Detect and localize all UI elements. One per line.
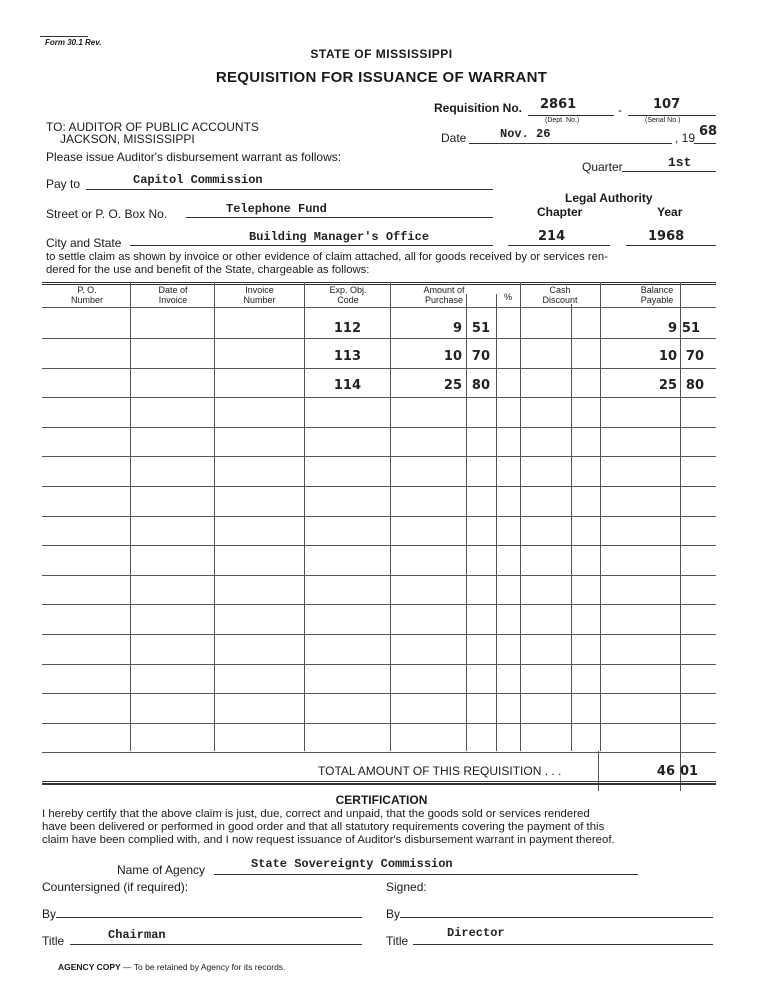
row-rule [42, 397, 716, 398]
header-cash-discount: Cash Discount [542, 285, 578, 305]
pay-to-line [86, 189, 493, 190]
chapter-line [508, 245, 610, 246]
amount-cents: 80 [471, 378, 490, 393]
chapter-label: Chapter [537, 205, 583, 219]
balance-dollars: 10 [658, 349, 677, 364]
row-rule [42, 368, 716, 369]
street-line [186, 217, 493, 218]
requisition-label: Requisition No. [434, 101, 522, 115]
balance-cents: 70 [685, 349, 704, 364]
year-suffix: 68 [699, 124, 718, 139]
year-prefix: , 19 [675, 131, 696, 145]
dept-no-value: 2861 [540, 97, 577, 112]
certification-line2: have been delivered or performed in good order and that all statutory requirements covering the payment of this [42, 821, 605, 833]
instruction-text: Please issue Auditor's disbursement warrant as follows: [46, 150, 342, 164]
total-label: TOTAL AMOUNT OF THIS REQUISITION . . . [318, 764, 562, 778]
row-rule [42, 575, 716, 576]
form-title: REQUISITION FOR ISSUANCE OF WARRANT [215, 69, 548, 86]
by-line-right [400, 917, 713, 918]
balance-dollars: 9 [667, 321, 677, 336]
row-rule [42, 752, 716, 753]
header-balance-payable: Balance Payable [640, 285, 674, 305]
signed-label: Signed: [386, 880, 427, 894]
title-label-left: Title [42, 934, 65, 948]
year-prefix-digits: 19 [681, 131, 696, 145]
legal-year-line [626, 245, 716, 246]
table-bottom-rule-2 [42, 783, 716, 785]
balance-dollars: 25 [658, 378, 677, 393]
city-value: Building Manager's Office [249, 230, 430, 244]
legal-authority-title: Legal Authority [565, 191, 653, 205]
form-number-rule [40, 36, 88, 37]
header-percent: % [503, 292, 512, 302]
col-rule [496, 294, 497, 751]
table-bottom-rule [42, 781, 716, 782]
settle-text-2: dered for the use and benefit of the State, chargeable as follows: [46, 264, 370, 276]
serial-no-line [628, 115, 716, 116]
row-rule [42, 338, 716, 339]
addressee-line2: JACKSON, MISSISSIPPI [60, 132, 195, 146]
total-cents: 01 [680, 764, 699, 779]
header-amount-of-purchase: Amount of Purchase [423, 285, 465, 305]
year-line [694, 143, 716, 144]
pay-to-value: Capitol Commission [133, 173, 263, 187]
serial-no-caption: (Serial No.) [645, 117, 681, 124]
serial-no-value: 107 [653, 97, 681, 112]
form-number: Form 30.1 Rev. [45, 38, 102, 47]
header-invoice-number: Invoice Number [243, 285, 276, 305]
amount-dollars: 10 [443, 349, 462, 364]
header-bottom-rule [42, 307, 716, 308]
table-top-rule [42, 282, 716, 283]
year-label: Year [657, 205, 683, 219]
header-date-of-invoice: Date of Invoice [158, 285, 188, 305]
row-rule [42, 604, 716, 605]
quarter-label: Quarter [582, 160, 623, 174]
title-label-right: Title [386, 934, 409, 948]
row-rule [42, 723, 716, 724]
city-line [130, 245, 493, 246]
agency-copy-note: — To be retained by Agency for its records. [123, 962, 286, 972]
date-value: Nov. 26 [500, 127, 551, 141]
dept-no-caption: (Dept. No.) [545, 117, 580, 124]
pay-to-label: Pay to [46, 177, 81, 191]
total-col-rule [598, 751, 599, 791]
total-dollars: 46 [656, 764, 675, 779]
row-rule [42, 516, 716, 517]
amount-dollars: 9 [452, 321, 462, 336]
dept-no-line [528, 115, 614, 116]
row-rule [42, 634, 716, 635]
title-value-right: Director [447, 926, 505, 940]
city-label: City and State [46, 236, 122, 250]
agency-line [214, 874, 638, 875]
row-rule [42, 486, 716, 487]
balance-cents: 80 [685, 378, 704, 393]
certification-line3: claim have been complied with, and I now request issuance of Auditor's disbursement warrant in payment thereof. [42, 834, 615, 846]
by-label-left: By [42, 907, 57, 921]
agency-copy-footer [58, 962, 285, 972]
title-line-right [413, 944, 713, 945]
legal-year-value: 1968 [648, 229, 685, 244]
row-rule [42, 693, 716, 694]
state-heading: STATE OF MISSISSIPPI [310, 47, 453, 61]
date-label: Date [441, 131, 467, 145]
certification-line1: I hereby certify that the above claim is just, due, correct and unpaid, that the goods sold or services rendered [42, 808, 590, 820]
by-line-left [56, 917, 362, 918]
row-rule [42, 427, 716, 428]
chapter-value: 214 [538, 229, 566, 244]
requisition-dash: - [618, 103, 622, 117]
agency-copy-label: AGENCY COPY [58, 962, 121, 972]
header-po-number: P. O. Number [70, 285, 103, 305]
quarter-line [622, 171, 716, 172]
quarter-value: 1st [668, 155, 692, 170]
date-line [469, 143, 672, 144]
col-rule-cents [571, 304, 572, 751]
certification-title: CERTIFICATION [335, 793, 428, 807]
street-label: Street or P. O. Box No. [46, 207, 168, 221]
exp-code: 114 [333, 378, 361, 393]
agency-value: State Sovereignty Commission [251, 857, 453, 871]
amount-cents: 70 [471, 349, 490, 364]
addressee-line1: TO: AUDITOR OF PUBLIC ACCOUNTS [46, 120, 259, 134]
title-line-left [70, 944, 362, 945]
street-value: Telephone Fund [226, 202, 327, 216]
amount-dollars: 25 [443, 378, 462, 393]
settle-text-1: to settle claim as shown by invoice or other evidence of claim attached, all for goods received by or services ren- [46, 251, 608, 263]
title-value-left: Chairman [108, 928, 166, 942]
exp-code: 113 [333, 349, 361, 364]
countersigned-label: Countersigned (if required): [42, 880, 189, 894]
amount-cents: 51 [471, 321, 490, 336]
by-label-right: By [386, 907, 401, 921]
row-rule [42, 456, 716, 457]
row-rule [42, 664, 716, 665]
agency-label: Name of Agency [117, 863, 206, 877]
row-rule [42, 545, 716, 546]
header-exp-obj-code: Exp. Obj. Code [329, 285, 367, 305]
exp-code: 112 [333, 321, 361, 336]
balance-cents: 51 [681, 321, 700, 336]
line-item-table [42, 282, 716, 791]
